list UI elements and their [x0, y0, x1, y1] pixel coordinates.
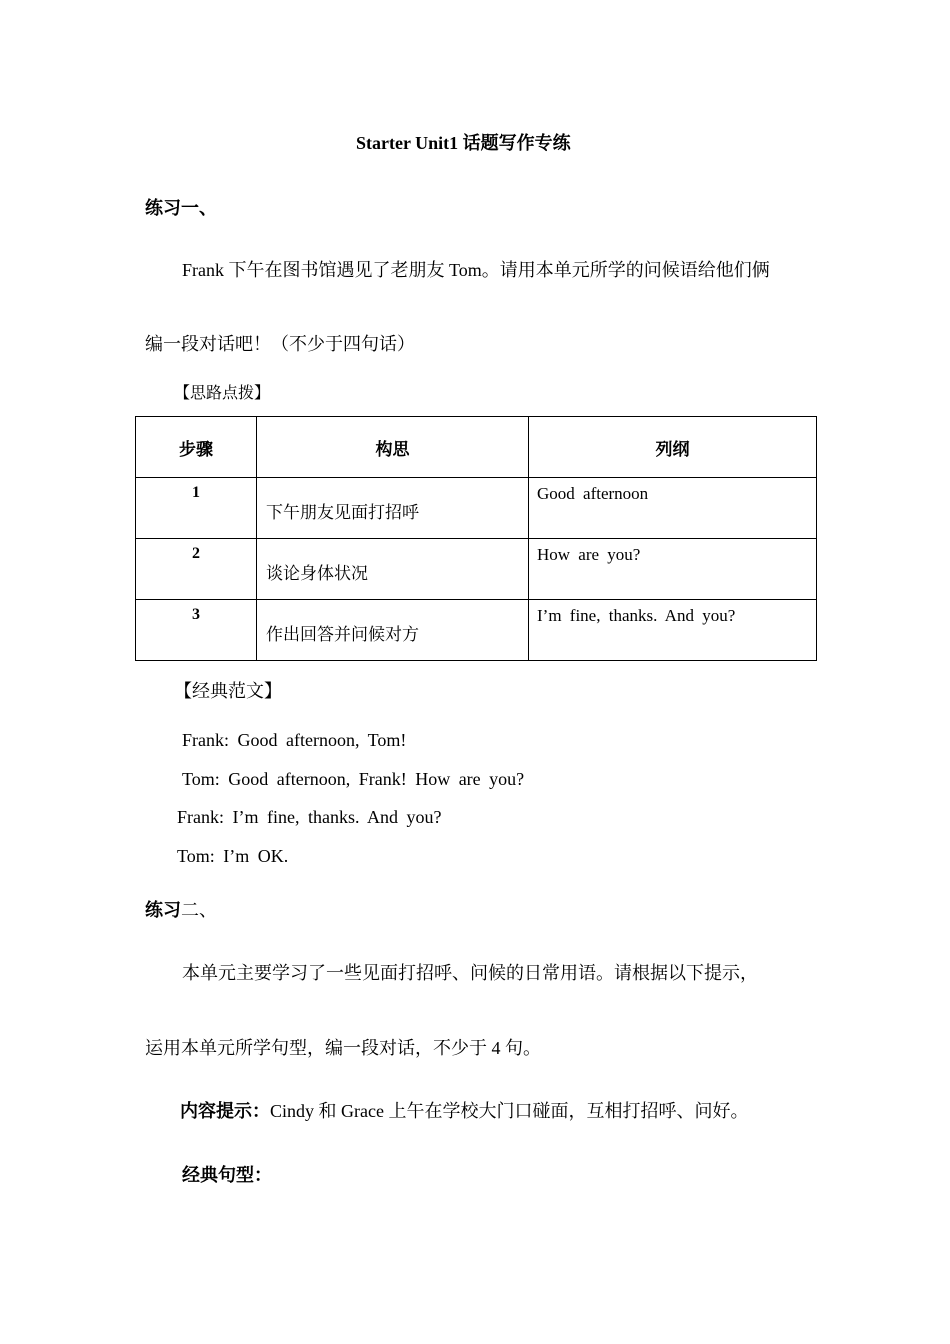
exercise2-heading-bold: 练习	[145, 900, 181, 920]
table-row	[136, 478, 817, 539]
sample-label: 【经典范文】	[174, 681, 282, 701]
hint-label: 【思路点拨】	[174, 385, 271, 402]
step-idea: 下午朋友见面打招呼	[266, 503, 419, 522]
exercise1-prompt-line2: 编一段对话吧！（不少于四句话）	[145, 334, 415, 354]
dialogue-line: Frank: I’m fine, thanks. And you?	[177, 807, 442, 827]
page-title: Starter Unit1 话题写作专练	[356, 133, 571, 153]
content-hint-text: Cindy 和 Grace 上午在学校大门口碰面，互相打招呼、问好。	[270, 1101, 749, 1121]
step-outline: I’m fine, thanks. And you?	[537, 606, 736, 625]
dialogue-line: Tom: I’m OK.	[177, 846, 289, 866]
table-row	[136, 600, 817, 661]
step-outline: Good afternoon	[537, 484, 649, 503]
step-idea: 谈论身体状况	[266, 564, 368, 583]
table-header-row	[136, 417, 817, 478]
step-outline: How are you?	[537, 545, 641, 564]
content-hint	[180, 1102, 748, 1120]
dialogue-line: Tom: Good afternoon, Frank! How are you?	[182, 769, 525, 789]
step-number: 1	[192, 484, 200, 501]
exercise1-prompt-line1: Frank 下午在图书馆遇见了老朋友 Tom。请用本单元所学的问候语给他们俩	[182, 260, 770, 280]
exercise1-heading: 练习一、	[145, 198, 217, 218]
step-number: 2	[192, 545, 200, 562]
exercise2-heading-rest: 二、	[181, 900, 217, 920]
steps-table	[135, 416, 817, 661]
patterns-label: 经典句型：	[182, 1165, 272, 1185]
dialogue-line: Frank: Good afternoon, Tom!	[182, 730, 407, 750]
header-outline: 列纲	[529, 417, 817, 478]
step-idea: 作出回答并问候对方	[266, 625, 419, 644]
exercise2-heading	[145, 901, 217, 919]
table-row	[136, 539, 817, 600]
step-number: 3	[192, 606, 200, 623]
exercise2-prompt-line1: 本单元主要学习了一些见面打招呼、问候的日常用语。请根据以下提示，	[182, 963, 758, 983]
header-step: 步骤	[136, 417, 257, 478]
content-hint-label: 内容提示：	[180, 1101, 270, 1121]
exercise2-prompt-line2: 运用本单元所学句型，编一段对话，不少于 4 句。	[145, 1038, 541, 1058]
header-idea: 构思	[257, 417, 529, 478]
